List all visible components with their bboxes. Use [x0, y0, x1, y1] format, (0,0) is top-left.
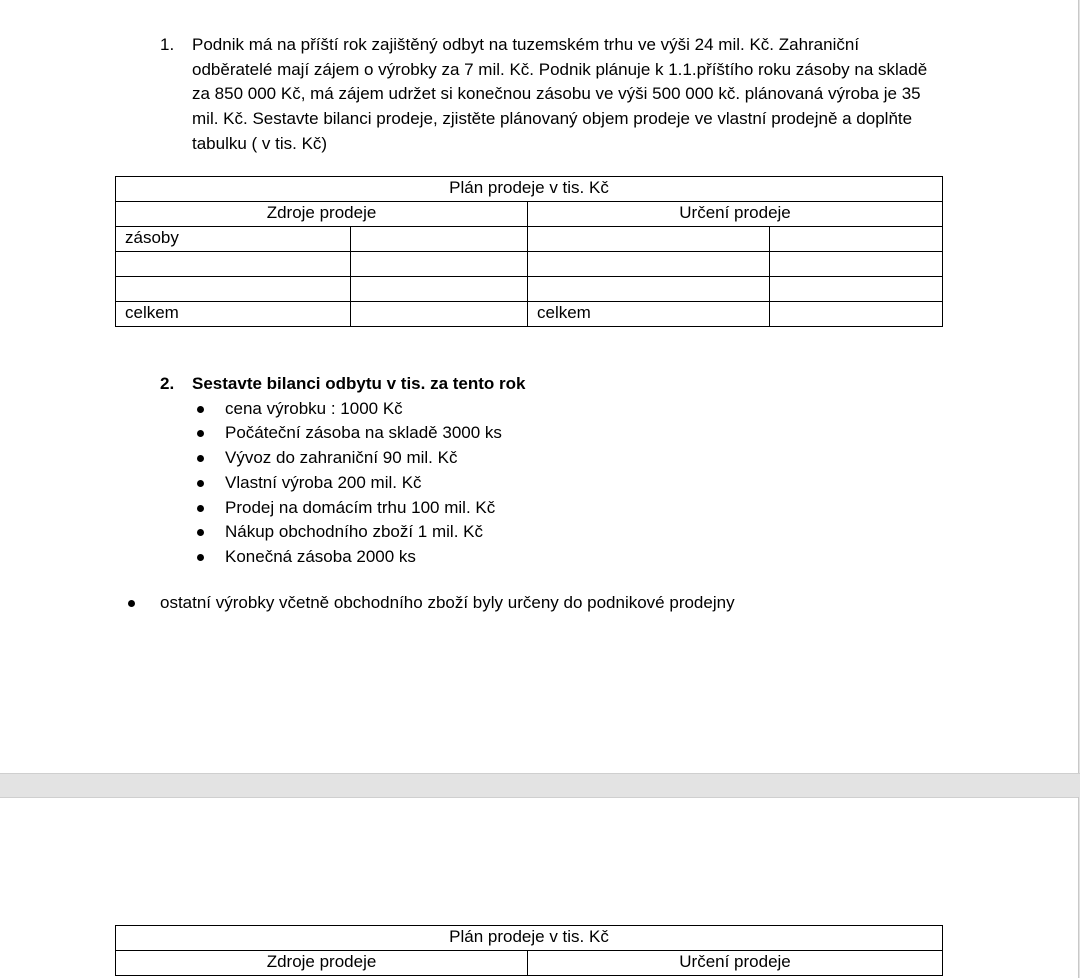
bullet-icon	[197, 430, 204, 437]
table-row	[116, 277, 943, 302]
task-2-list	[160, 397, 940, 570]
row-label-zasoby: zásoby	[116, 227, 351, 252]
task-2	[160, 372, 940, 570]
table-cell	[351, 227, 528, 252]
list-item-text: Nákup obchodního zboží 1 mil. Kč	[225, 522, 483, 542]
table-title: Plán prodeje v tis. Kč	[116, 926, 943, 951]
table-title: Plán prodeje v tis. Kč	[116, 177, 943, 202]
sales-plan-table	[115, 176, 943, 327]
table-row	[116, 252, 943, 277]
list-item	[160, 397, 940, 422]
table-cell	[116, 277, 351, 302]
task-2-heading-text: Sestavte bilanci odbytu v tis. za tento rok	[192, 374, 526, 393]
table-cell	[351, 302, 528, 327]
table-cell	[351, 252, 528, 277]
table-row	[116, 227, 943, 252]
list-item	[160, 496, 940, 521]
task-1	[160, 33, 940, 157]
table-cell	[528, 252, 770, 277]
list-item	[160, 421, 940, 446]
table-cell	[528, 277, 770, 302]
list-item-text: Vlastní výroba 200 mil. Kč	[225, 472, 422, 492]
task-2-heading	[160, 372, 940, 397]
list-item	[160, 545, 940, 570]
sales-plan-table-2	[115, 925, 943, 976]
task-1-text: Podnik má na příští rok zajištěný odbyt na tuzemském trhu ve výši 24 mil. Kč. Zahraniční odběratelé mají zájem o výrobky za 7 mil. Kč. Podnik plánuje k 1.1.příštího roku zásoby na skladě za 850 000 Kč, má zájem udržet si konečnou zásobu ve výši 500 000 kč. plánovaná výroba je 35 mil. Kč. Sestavte bilanci prodeje, zjistěte plánovaný objem prodeje ve vlastní prodejně a doplňte tabulku ( v tis. Kč)	[192, 35, 928, 153]
bullet-icon	[197, 505, 204, 512]
sources-header: Zdroje prodeje	[116, 202, 528, 227]
table-header-row	[116, 202, 943, 227]
table-cell	[528, 227, 770, 252]
list-item	[160, 520, 940, 545]
left-total-label: celkem	[116, 302, 351, 327]
list-item-text: Prodej na domácím trhu 100 mil. Kč	[225, 497, 496, 517]
table-cell	[770, 252, 943, 277]
list-item-text: Vývoz do zahraniční 90 mil. Kč	[225, 448, 458, 468]
bullet-icon	[197, 406, 204, 413]
outer-list-item	[125, 591, 925, 616]
table-cell	[770, 227, 943, 252]
task-2-number: 2.	[160, 374, 175, 393]
uses-header: Určení prodeje	[528, 951, 943, 976]
table-cell	[116, 252, 351, 277]
table-header-row	[116, 951, 943, 976]
outer-list-item-text: ostatní výrobky včetně obchodního zboží byly určeny do podnikové prodejny	[160, 593, 735, 612]
sources-header: Zdroje prodeje	[116, 951, 528, 976]
uses-header: Určení prodeje	[528, 202, 943, 227]
table-total-row	[116, 302, 943, 327]
page-gap	[0, 773, 1080, 798]
right-total-label: celkem	[528, 302, 770, 327]
list-item	[160, 446, 940, 471]
bullet-icon	[197, 554, 204, 561]
table-cell	[770, 302, 943, 327]
list-item	[160, 471, 940, 496]
list-item-text: Počáteční zásoba na skladě 3000 ks	[225, 423, 502, 443]
bullet-icon	[197, 529, 204, 536]
task-1-number: 1.	[160, 35, 175, 54]
bullet-icon	[128, 600, 135, 607]
list-item-text: cena výrobku : 1000 Kč	[225, 398, 403, 418]
table-cell	[351, 277, 528, 302]
table-title-row	[116, 177, 943, 202]
table-title-row	[116, 926, 943, 951]
table-cell	[770, 277, 943, 302]
list-item-text: Konečná zásoba 2000 ks	[225, 546, 416, 566]
bullet-icon	[197, 455, 204, 462]
bullet-icon	[197, 480, 204, 487]
